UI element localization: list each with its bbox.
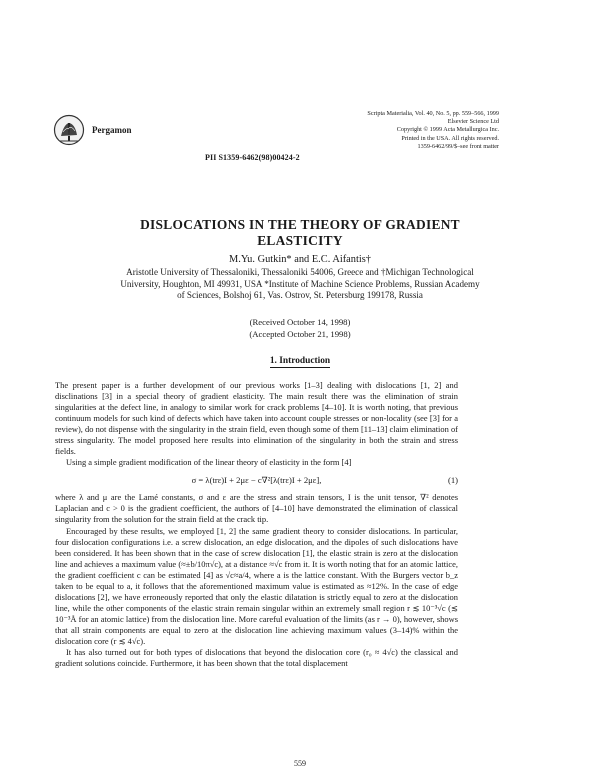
elsevier-tree-logo	[52, 114, 86, 146]
article-dates	[60, 317, 540, 340]
equation-number: (1)	[447, 475, 458, 486]
paragraph-5: It has also turned out for both types of dislocations that beyond the dislocation core (r₀ ≈ 4√c) the classical and gradient solutions coincide. Furthermore, it has been shown that the total displacement	[55, 647, 458, 669]
affiliation-line-2: University, Houghton, MI 49931, USA *Institute of Machine Science Problems, Russian Academy	[120, 278, 480, 289]
section-heading-text: 1. Introduction	[269, 356, 331, 366]
publisher-name: Pergamon	[92, 125, 132, 135]
body-text	[55, 380, 458, 669]
affiliation-line-1: Aristotle University of Thessaloniki, Thessaloniki 54006, Greece and †Michigan Technological	[126, 267, 474, 277]
pii-identifier: PII S1359-6462(98)00424-2	[205, 153, 300, 162]
paragraph-1: The present paper is a further development of our previous works [1–3] dealing with dislocations [1, 2] and disclinations [3] in a special theory of gradient elasticity. The main result there was the elimination of strain singularities at the defect line, in analogy to similar work for crack problems [4–10]. It is worth noting, that previous continuum models for such kind of defects which have taken into account couple stresses or non-locality (see [3] for a review), do not dispense with the singularity in the strain field, even though some of them [11–13] claim elimination of stress singularity. The model proposed here results into elimination of the singularity in both the strain and stress fields.	[55, 380, 458, 457]
journal-printed: Printed in the USA. All rights reserved.	[401, 134, 499, 142]
journal-info	[269, 110, 499, 151]
journal-issn: 1359-6462/99/$–see front matter	[417, 142, 499, 150]
authors: M.Yu. Gutkin* and E.C. Aifantis†	[228, 254, 371, 265]
paragraph-3: where λ and μ are the Lamé constants, σ and ε are the stress and strain tensors, I is the unit tensor, ∇² denotes Laplacian and c > 0 is the gradient coefficient, the authors of [4–10] have demonstrated the elimination of classical singularity from the solution for the strain field at the crack tip.	[55, 492, 458, 525]
paragraph-2: Using a simple gradient modification of the linear theory of elasticity in the form [4]	[66, 457, 352, 468]
paragraph-4: Encouraged by these results, we employed [1, 2] the same gradient theory to consider dislocations. In particular, four dislocation configurations i.e. a screw dislocation, an edge dislocation, and the dipoles of such dislocations have been considered. It has been shown that in the case of screw dislocation [1], the elastic strain is zero at the dislocation line and achieves a maximum value (≈±b/10π√c), at a distance ≈√c from it. It is worth noting that for an atomic lattice, the gradient coefficient c can be estimated [4] as √c≈a/4, where a is the lattice constant. With the Burgers vector b_z taken to be equal to a, it follows that the aforementioned maximum value is estimated as ≈12%. In the case of edge dislocations [2], we have erroneously reported that only the elastic dilatation is strictly equal to zero at the dislocation line, while the other components of the elastic strain remain singular within an extremely small region r ≲ 10⁻³√c (≲ 10⁻³Å for an atomic lattice) from the dislocation line. More careful evaluation of the limits (as r → 0), however, shows that all strain components are equal to zero at the dislocation line achieving maximum values (3–14)% within the dislocation core (r ≲ 4√c).	[55, 525, 458, 646]
accepted-date: (Accepted October 21, 1998)	[249, 328, 351, 339]
journal-citation: Scripta Materialia, Vol. 40, No. 5, pp. 559–566, 1999	[367, 110, 499, 117]
received-date: (Received October 14, 1998)	[249, 317, 351, 327]
article-title	[60, 217, 540, 248]
section-heading	[60, 356, 540, 366]
equation-body: σ = λ(trε)I + 2με − c∇²[λ(trε)I + 2με],	[191, 475, 322, 486]
journal-publisher: Elsevier Science Ltd	[447, 118, 499, 126]
equation-1	[55, 468, 458, 492]
affiliation-line-3: of Sciences, Bolshoj 61, Vas. Ostrov, St. Petersburg 199178, Russia	[177, 290, 423, 301]
title-line-1: DISLOCATIONS IN THE THEORY OF GRADIENT	[140, 217, 460, 232]
journal-copyright: Copyright © 1999 Acta Metallurgica Inc.	[396, 126, 499, 134]
affiliations	[100, 267, 500, 302]
title-line-2: ELASTICITY	[257, 232, 343, 248]
page-number: 559	[294, 759, 306, 768]
